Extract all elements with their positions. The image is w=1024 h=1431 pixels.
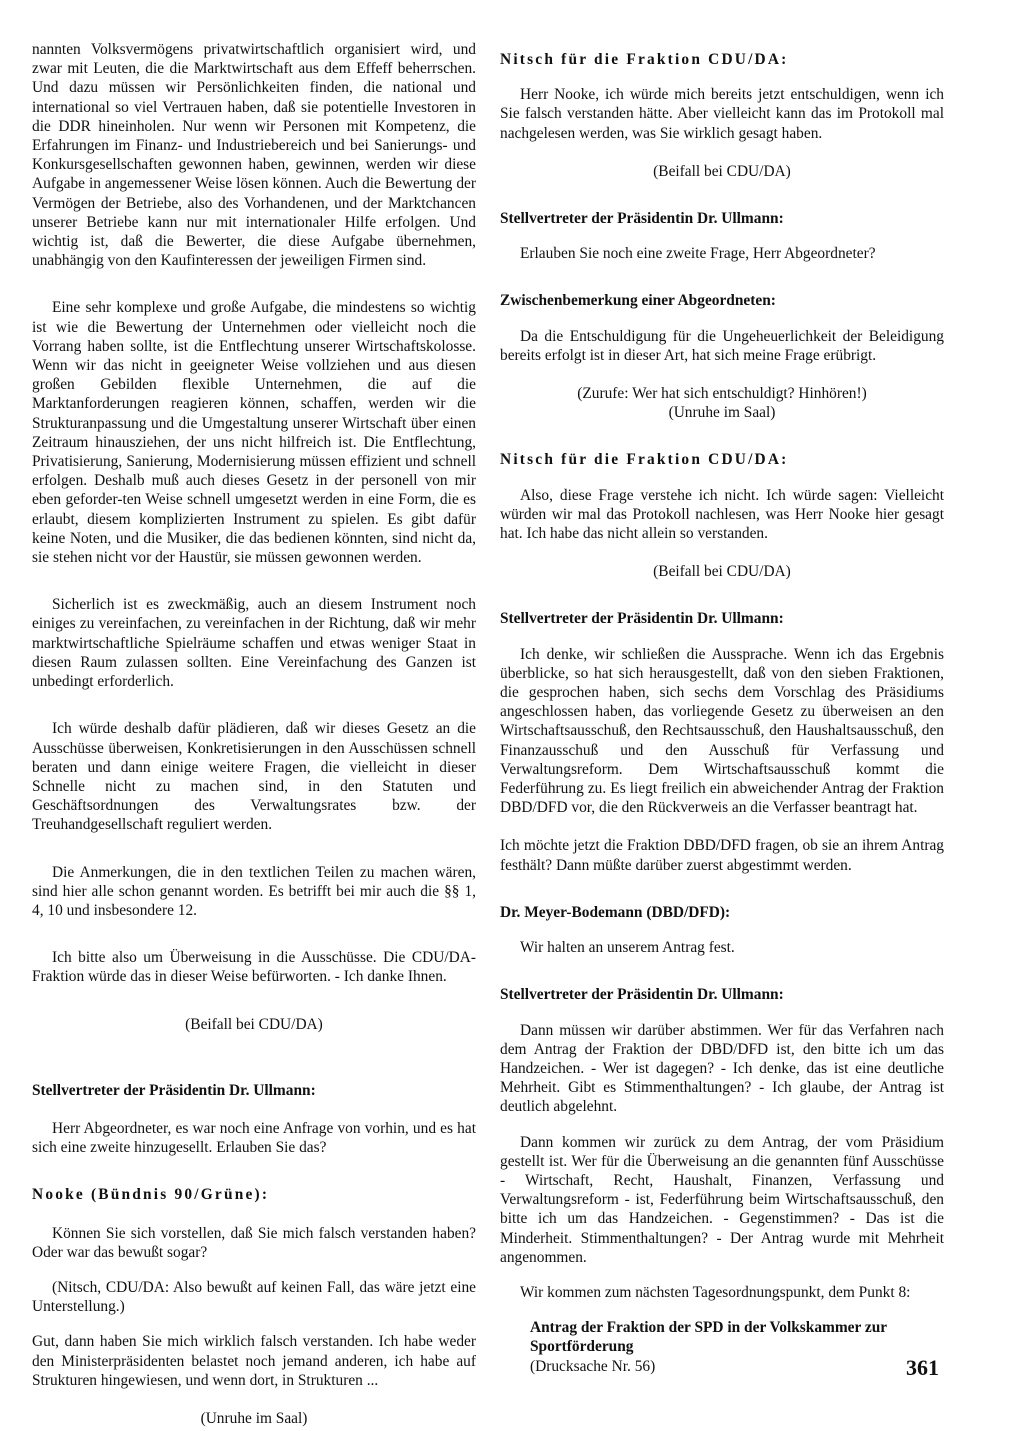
left-column (32, 40, 476, 1428)
agenda-item (530, 1318, 944, 1376)
right-paragraph-1: Herr Nooke, ich würde mich bereits jetzt entschuldigen, wenn ich Sie falsch verstanden hätte. Aber vielleicht kann das im Protokoll mal nachgelesen werden, was Sie wirklich gesagt haben. (500, 86, 944, 142)
speaker-heading: Nitsch für die Fraktion CDU/DA: (500, 51, 789, 68)
left-paragraph-8: Können Sie sich vorstellen, daß Sie mich falsch verstanden haben? Oder war das bewußt sogar? (32, 1224, 476, 1261)
speaker-heading: Stellvertreter der Präsidentin Dr. Ullmann: (32, 1081, 316, 1099)
right-paragraph-2: Erlauben Sie noch eine zweite Frage, Herr Abgeordneter? (520, 245, 876, 263)
page-number: 361 (906, 1355, 939, 1380)
speaker-heading: Nooke (Bündnis 90/Grüne): (32, 1186, 270, 1204)
right-paragraph-8: Dann müssen wir darüber abstimmen. Wer für das Verfahren nach dem Antrag der Fraktion der DBD/DFD ist, den bitte ich um das Handzeichen. - Wer ist dagegen? - Ich denke, das ist eine deutliche Mehrheit. Gibt es Stimmenthaltungen? - Ich glaube, der Antrag ist deutlich abgelehnt. (500, 1021, 944, 1116)
right-paragraph-10: Wir kommen zum nächsten Tagesordnungspunkt, dem Punkt 8: (520, 1283, 911, 1301)
agenda-title: Antrag der Fraktion der SPD in der Volkskammer zur Sportförderung (530, 1319, 887, 1356)
speaker-heading: Dr. Meyer-Bodemann (DBD/DFD): (500, 903, 731, 921)
left-paragraph-3: Sicherlich ist es zweckmäßig, auch an diesem Instrument noch einiges zu vereinfachen, zu vereinfachen in der Richtung, daß wir mehr marktwirtschaftliche Spielräume schaffen und etwas weniger Staat in diesen Raum zulassen sollten. Eine Vereinfachung des Ganzen ist unbedingt erforderlich. (32, 596, 476, 691)
right-paragraph-9: Dann kommen wir zurück zu dem Antrag, der vom Präsidium gestellt ist. Wer für die Überweisung an die genannten fünf Ausschüsse - Wirtschaft, Recht, Haushalt, Finanzen, Verfassung und Verwaltungsreform - ist, Federführung beim Wirtschaftsausschuß, den bitte ich um das Handzeichen. - Gegenstimmen? - Das ist die Minderheit. Stimmenthaltungen? - Der Antrag wurde mit Mehrheit angenommen. (500, 1133, 944, 1266)
right-paragraph-5: Ich denke, wir schließen die Aussprache. Wenn ich das Ergebnis überblicke, so hat sich herausgestellt, daß von den sieben Fraktionen, die gesprochen haben, sich sechs dem Vorschlag des Präsidiums angeschlossen haben, das vorliegende Gesetz zu überweisen an den Wirtschaftsausschuß, den Rechtsausschuß, den Haushaltsausschuß, den Finanzausschuß und den Ausschuß für Verfassung und Verwaltungsreform. Dem Wirtschaftsausschuß kommt die Federführung zu. Es liegt freilich ein abweichender Antrag der Fraktion DBD/DFD vor, die den Rückverweis an die Verfasser beantragt hat. (500, 645, 944, 817)
speaker-heading: Stellvertreter der Präsidentin Dr. Ullmann: (500, 610, 784, 628)
applause-note: (Beifall bei CDU/DA) (653, 162, 791, 180)
left-paragraph-1: nannten Volksvermögens privatwirtschaftlich organisiert wird, und zwar mit Leuten, die die Marktwirtschaft aus dem Effeff beherrschen. Und dazu müssen wir Persönlichkeiten finden, die national und international so viel Vertrauen haben, daß sie potentielle Investoren in die DDR hineinholen. Nur wenn wir Personen mit Kompetenz, die Erfahrungen im Finanz- und Industriebereich und bei Sanierungs- und Konkursgesellschaften gewonnen haben, gewinnen, werden wir diese Aufgabe in angemessener Weise lösen können. Auch die Bewertung der Vermögen der Betriebe, also des Vorhandenen, und der Marktchancen unserer Betriebe kann nur mit internationaler Hilfe erfolgen. Und wichtig ist, daß die Bewerter, die diese Aufgabe übernehmen, unabhängig von den Kaufinteressen der jeweiligen Firmen sind. (32, 41, 476, 270)
unrest-note: (Unruhe im Saal) (200, 1409, 308, 1427)
unrest-note: (Unruhe im Saal) (668, 404, 776, 422)
left-paragraph-4: Ich würde deshalb dafür plädieren, daß wir dieses Gesetz an die Ausschüsse überweisen, Konkretisierungen in den Ausschüssen schnell beraten und dann einige weitere Fragen, die vielleicht in dieser Schnelle nicht zu machen sind, in den Statuten und Geschäftsordnungen des Verwaltungsrates bzw. der Treuhandgesellschaft reguliert werden. (32, 720, 476, 834)
right-paragraph-7: Wir halten an unserem Antrag fest. (520, 939, 735, 957)
left-paragraph-7: Herr Abgeordneter, es war noch eine Anfrage von vorhin, und es hat sich eine zweite hinzugesellt. Erlauben Sie das? (32, 1119, 476, 1157)
left-interjection: (Nitsch, CDU/DA: Also bewußt auf keinen Fall, das wäre jetzt eine Unterstellung.) (32, 1278, 476, 1316)
right-paragraph-6: Ich möchte jetzt die Fraktion DBD/DFD fragen, ob sie an ihrem Antrag festhält? Dann müßte darüber zuerst abgestimmt werden. (500, 837, 944, 874)
left-paragraph-2: Eine sehr komplexe und große Aufgabe, die mindestens so wichtig ist wie die Bewertung der Unternehmen oder vielleicht noch die Vorrang haben sollte, ist die Entflechtung unserer Wirtschaftskolosse. Wenn wir das nicht in geeigneter Weise vollziehen und aus diesen großen Gebilden flexible Unternehmen, die auf die Marktanforderungen reagieren können, schaffen, werden wir die Strukturanpassung und die Umgestaltung unserer Wirtschaft über einen Zeitraum hinausziehen, der uns nicht hilfreich ist. Die Entflechtung, Privatisierung, Sanierung, Modernisierung müssen effizient und schnell erfolgen. Deshalb muß auch dieses Gesetz in der personell von mir eben geforder-ten Weise schnell umgesetzt werden in eine Form, die es erlaubt, diesem komplizierten Instrument zu spielen. Es gibt dafür keine Noten, und die Musiker, die das bedienen könnten, sind nicht da, sie stehen nicht vor der Haustür, sie müssen gewonnen werden. (32, 299, 476, 567)
right-column (500, 50, 944, 1376)
applause-note: (Beifall bei CDU/DA) (653, 563, 791, 581)
applause-note: (Beifall bei CDU/DA) (185, 1015, 323, 1033)
right-paragraph-4: Also, diese Frage verstehe ich nicht. Ich würde sagen: Vielleicht würden wir mal das Protokoll nachlesen, was Herr Nooke hier gesagt hat. Ich habe das nicht allein so verstanden. (500, 486, 944, 543)
agenda-document-ref: (Drucksache Nr. 56) (530, 1357, 656, 1375)
speaker-heading: Nitsch für die Fraktion CDU/DA: (500, 451, 789, 469)
interjection-note: (Zurufe: Wer hat sich entschuldigt? Hinhören!) (577, 385, 867, 403)
speaker-heading: Stellvertreter der Präsidentin Dr. Ullmann: (500, 210, 784, 228)
speaker-heading: Zwischenbemerkung einer Abgeordneten: (500, 292, 776, 310)
left-paragraph-6: Ich bitte also um Überweisung in die Ausschüsse. Die CDU/DA-Fraktion würde das in dieser Weise befürworten. - Ich danke Ihnen. (32, 949, 476, 986)
left-paragraph-5: Die Anmerkungen, die in den textlichen Teilen zu machen wären, sind hier alle schon genannt worden. Es betrifft bei mir auch die §§ 1, 4, 10 und insbesondere 12. (32, 863, 476, 919)
right-paragraph-3: Da die Entschuldigung für die Ungeheuerlichkeit der Beleidigung bereits erfolgt ist in dieser Art, hat sich meine Frage erübrigt. (500, 327, 944, 364)
speaker-heading: Stellvertreter der Präsidentin Dr. Ullmann: (500, 986, 784, 1004)
left-paragraph-10: Gut, dann haben Sie mich wirklich falsch verstanden. Ich habe weder den Ministerpräsidenten belastet noch jemand anderen, ich habe auf Strukturen hingewiesen, und wenn dort, in Strukturen ... (32, 1333, 476, 1389)
